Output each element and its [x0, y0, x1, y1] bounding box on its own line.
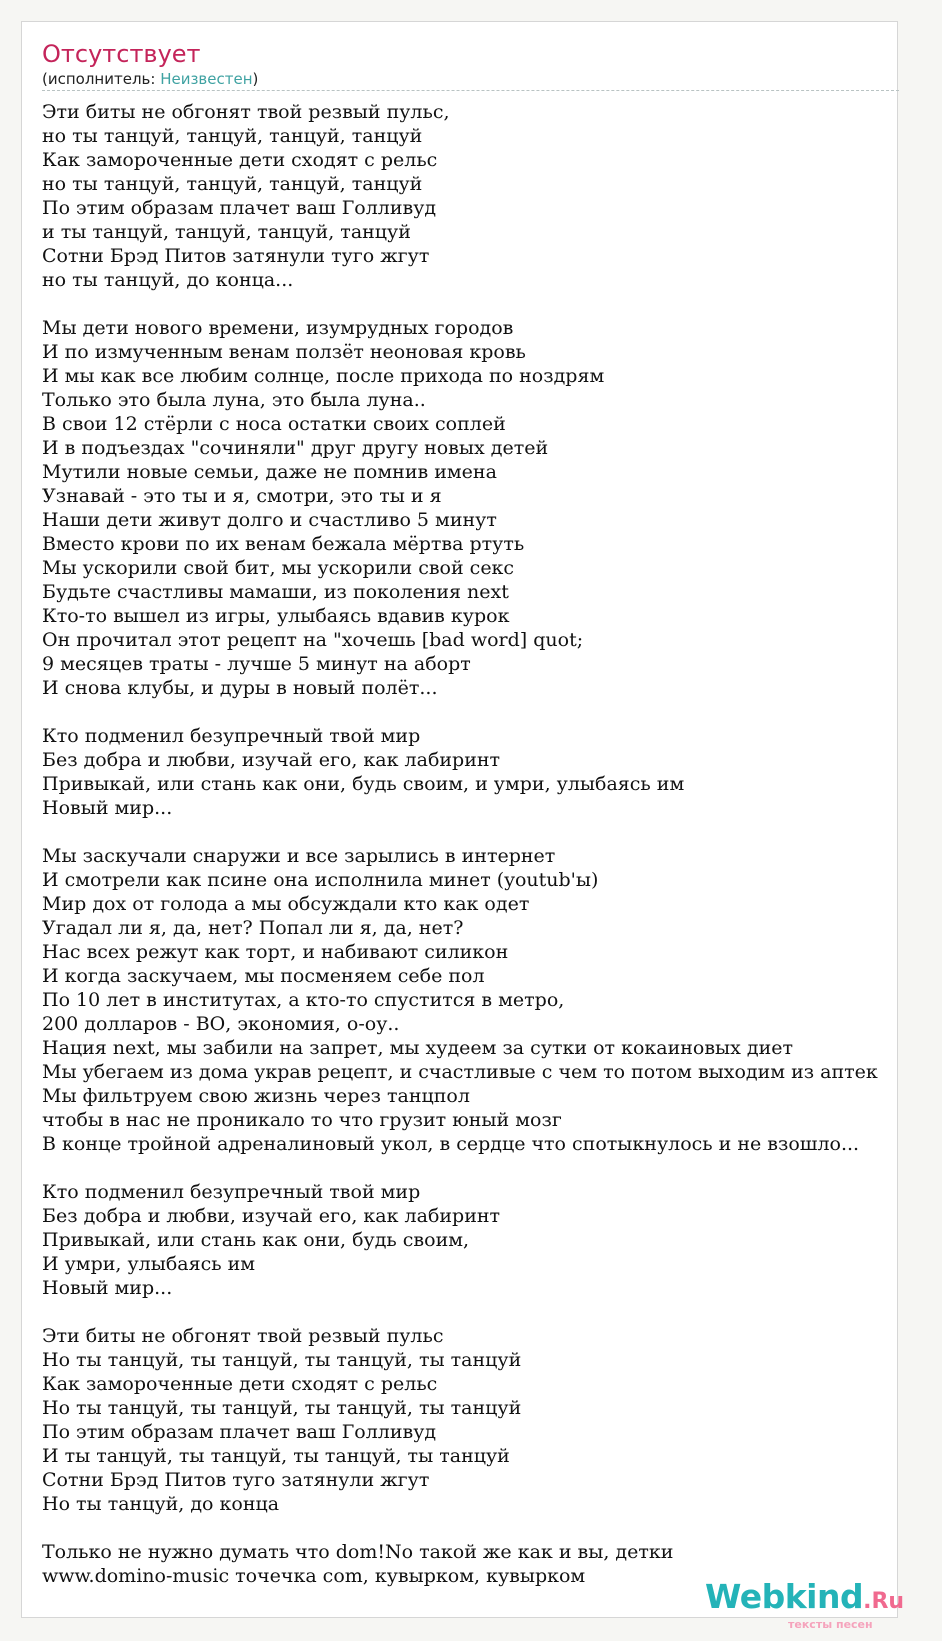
- lyric-line: Мы убегаем из дома украв рецепт, и счастливые с чем то потом выходим из аптек: [42, 1061, 878, 1083]
- lyric-line: [42, 820, 942, 844]
- lyric-line: Сотни Брэд Питов туго затянули жгут: [42, 1469, 430, 1491]
- lyric-line: Эти биты не обгонят твой резвый пульс: [42, 1325, 444, 1347]
- lyric-line: Кто подменил безупречный твой мир: [42, 1181, 421, 1203]
- lyric-line: Но ты танцуй, ты танцуй, ты танцуй, ты танцуй: [42, 1349, 522, 1371]
- lyric-line: [42, 1156, 942, 1180]
- artist-link[interactable]: Неизвестен: [160, 70, 253, 88]
- lyric-line: но ты танцуй, до конца...: [42, 269, 294, 291]
- lyric-line: [42, 292, 942, 316]
- lyric-line: 9 месяцев траты - лучше 5 минут на аборт: [42, 653, 471, 675]
- lyric-line: Мы ускорили свой бит, мы ускорили свой секс: [42, 557, 515, 579]
- lyric-line: [42, 700, 942, 724]
- lyric-line: Узнавай - это ты и я, смотри, это ты и я: [42, 485, 442, 507]
- lyric-line: И по измученным венам ползёт неоновая кровь: [42, 341, 526, 363]
- lyric-line: чтобы в нас не проникало то что грузит юный мозг: [42, 1109, 562, 1131]
- lyric-line: [42, 1300, 942, 1324]
- lyric-line: Без добра и любви, изучай его, как лабиринт: [42, 749, 501, 771]
- lyric-line: По этим образам плачет ваш Голливуд: [42, 1421, 437, 1443]
- lyric-line: Но ты танцуй, ты танцуй, ты танцуй, ты танцуй: [42, 1397, 522, 1419]
- lyric-line: но ты танцуй, танцуй, танцуй, танцуй: [42, 125, 423, 147]
- lyric-line: 200 долларов - ВО, экономия, о-оу..: [42, 1013, 400, 1035]
- lyric-line: и ты танцуй, танцуй, танцуй, танцуй: [42, 221, 411, 243]
- lyrics-text: [42, 100, 942, 1588]
- lyric-line: Наши дети живут долго и счастливо 5 минут: [42, 509, 497, 531]
- lyric-line: И в подъездах "сочиняли" друг другу новых детей: [42, 437, 549, 459]
- lyric-line: По 10 лет в институтах, а кто-то спустится в метро,: [42, 989, 565, 1011]
- lyric-line: Без добра и любви, изучай его, как лабиринт: [42, 1205, 501, 1227]
- lyric-line: Мутили новые семьи, даже не помнив имена: [42, 461, 497, 483]
- lyric-line: Будьте счастливы мамаши, из поколения next: [42, 581, 509, 603]
- lyric-line: И снова клубы, и дуры в новый полёт...: [42, 677, 438, 699]
- song-title: Отсутствует: [42, 40, 201, 68]
- lyric-line: Только это была луна, это была луна..: [42, 389, 426, 411]
- header-divider: [42, 90, 899, 91]
- lyric-line: Вместо крови по их венам бежала мёртва ртуть: [42, 533, 525, 555]
- lyric-line: Привыкай, или стань как они, будь своим, и умри, улыбаясь им: [42, 773, 685, 795]
- webkind-logo: [705, 1577, 905, 1631]
- logo-tld: .Ru: [863, 1589, 905, 1614]
- logo-tagline: тексты песен: [788, 1618, 873, 1631]
- lyric-line: но ты танцуй, танцуй, танцуй, танцуй: [42, 173, 423, 195]
- lyric-line: Угадал ли я, да, нет? Попал ли я, да, нет?: [42, 917, 464, 939]
- lyric-line: И смотрели как псине она исполнила минет (youtub'ы): [42, 869, 599, 891]
- lyric-line: Новый мир...: [42, 1277, 173, 1299]
- lyric-line: Мир дох от голода а мы обсуждали кто как одет: [42, 893, 530, 915]
- lyric-line: www.domino-music точечка com, кувырком, кувырком: [42, 1565, 586, 1587]
- lyric-line: В конце тройной адреналиновый укол, в сердце что спотыкнулось и не взошло...: [42, 1133, 860, 1155]
- lyric-line: Кто подменил безупречный твой мир: [42, 725, 421, 747]
- artist-suffix: ): [252, 70, 259, 88]
- lyric-line: И ты танцуй, ты танцуй, ты танцуй, ты танцуй: [42, 1445, 510, 1467]
- lyric-line: Только не нужно думать что dom!No такой же как и вы, детки: [42, 1541, 674, 1563]
- logo-brand: Webkind: [705, 1577, 864, 1616]
- lyric-line: Нация next, мы забили на запрет, мы худеем за сутки от кокаиновых диет: [42, 1037, 794, 1059]
- lyric-line: Нас всех режут как торт, и набивают силикон: [42, 941, 509, 963]
- lyric-line: Мы фильтруем свою жизнь через танцпол: [42, 1085, 470, 1107]
- lyric-line: И умри, улыбаясь им: [42, 1253, 256, 1275]
- lyric-line: В свои 12 стёрли с носа остатки своих соплей: [42, 413, 506, 435]
- lyric-line: Новый мир...: [42, 797, 173, 819]
- lyric-line: По этим образам плачет ваш Голливуд: [42, 197, 437, 219]
- lyric-line: Привыкай, или стань как они, будь своим,: [42, 1229, 470, 1251]
- artist-line: [42, 70, 258, 88]
- lyric-line: Как замороченные дети сходят с рельс: [42, 1373, 438, 1395]
- lyric-line: Он прочитал этот рецепт на "хочешь [bad word] quot;: [42, 629, 584, 651]
- lyric-line: Эти биты не обгонят твой резвый пульс,: [42, 101, 450, 123]
- lyric-line: Как замороченные дети сходят с рельс: [42, 149, 438, 171]
- lyric-line: Кто-то вышел из игры, улыбаясь вдавив курок: [42, 605, 510, 627]
- lyric-line: Мы дети нового времени, изумрудных городов: [42, 317, 514, 339]
- lyrics-card: [21, 21, 905, 1631]
- lyric-line: Но ты танцуй, до конца: [42, 1493, 280, 1515]
- lyric-line: [42, 1516, 942, 1540]
- artist-prefix: (исполнитель:: [42, 70, 161, 88]
- lyric-line: Мы заскучали снаружи и все зарылись в интернет: [42, 845, 556, 867]
- lyric-line: И когда заскучаем, мы посменяем себе пол: [42, 965, 485, 987]
- lyric-line: И мы как все любим солнце, после прихода по ноздрям: [42, 365, 605, 387]
- lyric-line: Сотни Брэд Питов затянули туго жгут: [42, 245, 430, 267]
